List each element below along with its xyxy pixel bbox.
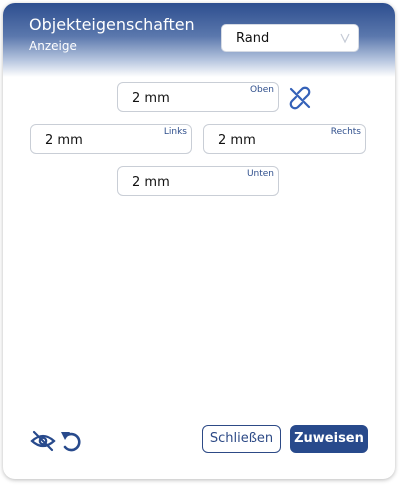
margin-right-value: 2 mm	[218, 133, 256, 148]
unlink-icon[interactable]	[286, 84, 314, 112]
margin-left-label: Links	[163, 127, 187, 137]
margin-bottom-value: 2 mm	[132, 175, 170, 190]
margin-top-field[interactable]	[117, 82, 279, 112]
margin-bottom-field[interactable]	[117, 166, 279, 196]
close-button[interactable]: Schließen	[202, 425, 281, 453]
margin-top-label: Oben	[249, 85, 274, 95]
margin-left-value: 2 mm	[45, 133, 83, 148]
chevron-down-icon	[338, 28, 352, 48]
property-select[interactable]	[221, 24, 359, 52]
margin-right-label: Rechts	[330, 127, 361, 137]
reset-icon[interactable]	[59, 428, 83, 454]
margin-left-field[interactable]	[30, 124, 192, 154]
property-select-value: Rand	[236, 31, 270, 46]
panel-subtitle: Anzeige	[29, 39, 77, 53]
margin-top-value: 2 mm	[132, 91, 170, 106]
panel-title: Objekteigenschaften	[29, 15, 195, 34]
margin-right-field[interactable]	[203, 124, 366, 154]
eye-off-icon[interactable]	[29, 429, 57, 453]
panel-header	[3, 3, 395, 77]
object-properties-panel	[3, 3, 395, 479]
assign-button[interactable]: Zuweisen	[290, 425, 368, 453]
margin-bottom-label: Unten	[246, 169, 274, 179]
